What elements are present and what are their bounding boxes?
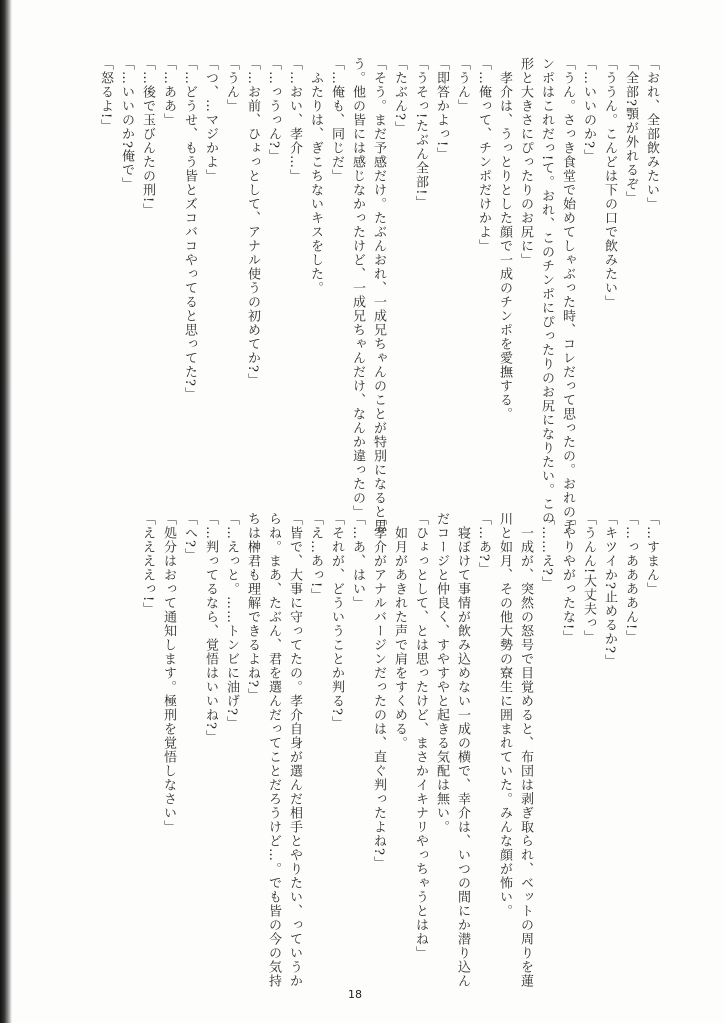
- text-column: 寝ぼけて事情が飲み込めない一成の横で、幸介は、いつの間にか潜り込ん: [455, 526, 470, 988]
- text-column: らね。まあ、たぶん、君を選んだってことだろうけど…。でも皆の今の気持: [266, 512, 281, 988]
- text-column: 「うそっ!たぶん全部!」: [413, 57, 428, 210]
- text-column: 如月があきれた声で肩をすくめる。: [392, 526, 407, 750]
- text-column: 「…っうっん?」: [266, 57, 281, 163]
- text-column: 「…俺も、同じだ」: [329, 57, 344, 183]
- text-column: 「そう。まだ予感だけ。たぶんおれ、一成兄ちゃんのことが特別になると思: [371, 57, 386, 533]
- text-column: 「…おい、孝介…」: [287, 57, 302, 183]
- text-column: 「…あ、はい」: [350, 512, 365, 610]
- text-column: ちは榊君も理解できるよね?」: [245, 512, 260, 702]
- text-column: だコージと仲良く、すやすやと起きる気配は無い。: [434, 512, 449, 834]
- text-column: 「キツイか?止めるか?」: [602, 512, 617, 668]
- text-column: 「ひょっとして、とは思ったけど、まさかイキナリやっちゃうとはね」: [413, 512, 428, 960]
- text-column: 「…後で玉びんたの刑!」: [140, 57, 155, 218]
- text-column: ンポはこれだっ!て。おれ、このチンポにぴったりのお尻になりたい。この: [539, 57, 554, 526]
- text-column: 「え…あっ!」: [308, 512, 323, 603]
- text-column: 「…すまん」: [644, 512, 659, 596]
- text-column: 「処分はおって通知します。極刑を覚悟しなさい」: [161, 512, 176, 834]
- text-column: 「…えっと。……トンビに油げ?」: [224, 512, 239, 730]
- text-column: 「つ、…マジかよ」: [203, 57, 218, 183]
- text-column: う。他の皆には感じなかったけど、一成兄ちゃんだけ、なんか違ったの」: [350, 57, 365, 519]
- text-column: 「…お前、ひょっとして、アナル使うの初めてか?」: [245, 57, 260, 387]
- text-column: 「…いいのか?俺で」: [119, 57, 134, 191]
- text-column: 「うん」: [455, 57, 470, 113]
- text-column: 川と如月、その他大勢の寮生に囲まれていた。みんな顔が怖い。: [497, 512, 512, 918]
- text-column: 「…ああ」: [161, 57, 176, 127]
- text-column: 「怒るよ!」: [98, 57, 113, 134]
- text-column: 「ええええっ!」: [140, 512, 155, 617]
- page-left-edge-shadow: [0, 0, 12, 1023]
- text-column: 「やりやがったな!」: [560, 512, 575, 645]
- text-column: 孝介は、うっとりとした顔で一成のチンポを愛撫する。: [497, 71, 512, 421]
- text-column: 「……え?」: [539, 512, 554, 590]
- text-column: 「孝介がアナルバージンだったのは、直ぐ判ったよね?」: [371, 512, 386, 870]
- text-column: 「ううん。こんどは下の口で飲みたい」: [602, 57, 617, 309]
- text-column: 「…俺って、チンポだけかよ」: [476, 57, 491, 253]
- text-column: 「…判ってるなら、覚悟はいいね?」: [203, 512, 218, 744]
- text-column: ふたりは、ぎこちないキスをした。: [308, 71, 323, 295]
- text-column: 「うん。さっき食堂で始めてしゃぶった時、コレだって思ったの。おれのチ: [560, 57, 575, 533]
- text-column: 一成が、突然の怒号で目覚めると、布団は剥ぎ取られ、ベットの周りを蓮: [518, 526, 533, 988]
- page-number: 18: [348, 988, 362, 1001]
- text-column: 「…あ?」: [476, 512, 491, 576]
- text-column: 「おれ、全部飲みたい」: [644, 57, 659, 211]
- text-column: 「皆で、大事に守ってたの。孝介自身が選んだ相手とやりたい、っていうか: [287, 512, 302, 988]
- text-column: 「うんん!大丈夫っ」: [581, 512, 596, 645]
- text-block-top: [95, 57, 662, 532]
- text-column: 「うん」: [224, 57, 239, 113]
- text-column: 「へ?」: [182, 512, 197, 562]
- text-column: 「…っああああん!」: [623, 512, 638, 645]
- text-column: 「…いいのか?」: [581, 57, 596, 163]
- text-block-bottom: [137, 512, 662, 988]
- text-column: 「全部?顎が外れるぞ」: [623, 57, 638, 205]
- text-column: 形と大きさにぴったりのお尻に」: [518, 57, 533, 267]
- text-column: 「たぶん?」: [392, 57, 407, 135]
- text-column: 「…どうせ、もう皆とズコバコやってると思ってた?」: [182, 57, 197, 401]
- text-column: 「それが、どういうことか判る?」: [329, 512, 344, 730]
- text-column: 「即答かよっ!」: [434, 57, 449, 162]
